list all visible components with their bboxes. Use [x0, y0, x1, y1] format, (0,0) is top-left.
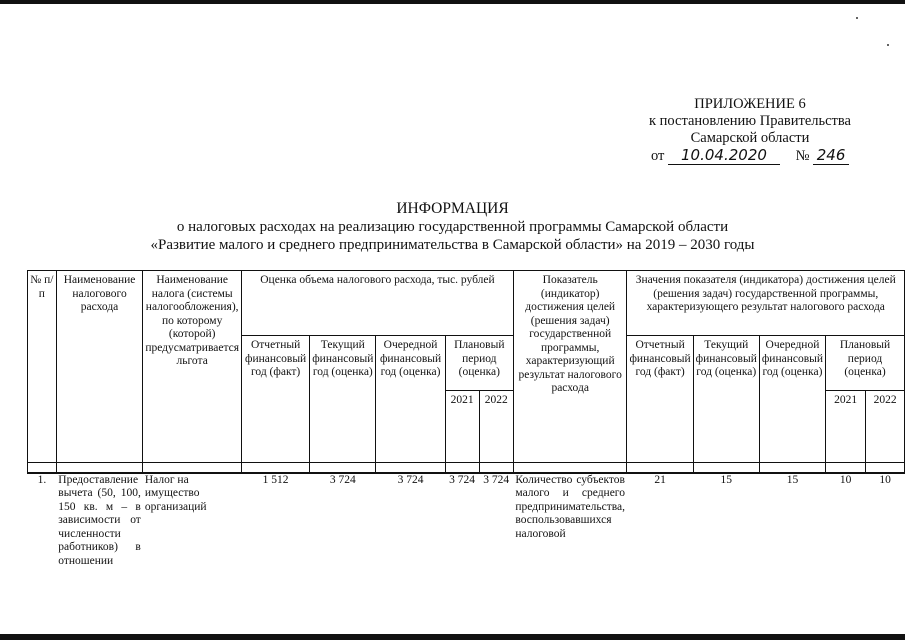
col-header-num: № п/п	[28, 271, 57, 463]
appendix-title: ПРИЛОЖЕНИЕ 6	[694, 96, 806, 112]
col-header-current-year: Текущий финансовый год (оценка)	[310, 336, 376, 463]
tax-expenses-table	[27, 270, 905, 623]
col-header-v-2021: 2021	[826, 391, 866, 463]
col-header-2022: 2022	[479, 391, 513, 463]
appendix-date-row	[600, 147, 900, 167]
cell-tax-name: Налог на имущество организаций	[143, 473, 242, 623]
title-line: о налоговых расходах на реализацию государственной программы Самарской области	[176, 219, 729, 235]
col-header-v-2022: 2022	[866, 391, 905, 463]
appendix-line: к постановлению Правительства	[649, 113, 851, 129]
cell-num: 1.	[28, 473, 57, 623]
col-header-v-current-year: Текущий финансовый год (оценка)	[693, 336, 759, 463]
cell-v-2021: 10	[826, 473, 866, 623]
document-title	[0, 200, 905, 254]
col-header-v-next-year: Очередной финансовый год (оценка)	[759, 336, 825, 463]
handwritten-date: 10.04.2020	[668, 147, 780, 165]
handwritten-number: 246	[813, 147, 849, 165]
cell-v-current: 15	[693, 473, 759, 623]
cell-2021: 3 724	[445, 473, 479, 623]
scan-speck	[887, 44, 889, 46]
cell-v-2022: 10	[866, 473, 905, 623]
cell-reporting: 1 512	[242, 473, 310, 623]
col-header-next-year: Очередной финансовый год (оценка)	[376, 336, 445, 463]
col-header-reporting-year: Отчетный финансовый год (факт)	[242, 336, 310, 463]
appendix-line: Самарской области	[690, 130, 810, 146]
col-header-v-plan-period: Плановый период (оценка)	[826, 336, 905, 391]
top-scan-border	[0, 0, 905, 4]
col-header-plan-period: Плановый период (оценка)	[445, 336, 513, 391]
col-header-expense-name: Наименование налогового расхода	[56, 271, 143, 463]
appendix-block	[600, 96, 900, 167]
cell-v-next: 15	[759, 473, 825, 623]
bottom-scan-border	[0, 634, 905, 640]
date-prefix: от	[650, 148, 665, 164]
cell-v-reporting: 21	[627, 473, 693, 623]
cell-current: 3 724	[310, 473, 376, 623]
col-header-values-group: Значения показателя (индикатора) достижения целей (решения задач) государственной программы, характеризующего результат налогового расхода	[627, 271, 905, 336]
header-gap-row	[28, 463, 905, 473]
col-header-tax-name: Наименование налога (системы налогообложения), по которому (которой) предусматривается льгота	[143, 271, 242, 463]
scan-speck	[856, 17, 858, 19]
title-line: «Развитие малого и среднего предпринимательства в Самарской области» на 2019 – 2030 годы	[150, 237, 755, 253]
col-header-volume-group: Оценка объема налогового расхода, тыс. рублей	[242, 271, 514, 336]
col-header-v-reporting-year: Отчетный финансовый год (факт)	[627, 336, 693, 463]
title-heading: ИНФОРМАЦИЯ	[396, 200, 509, 217]
cell-indicator: Количество субъектов малого и среднего предпринимательства, воспользовавшихся налоговой	[513, 473, 627, 623]
cell-expense-name: Предоставление вычета (50, 100, 150 кв. м – в зависимости от численности работников) в отношении	[56, 473, 143, 623]
col-header-2021: 2021	[445, 391, 479, 463]
cell-2022: 3 724	[479, 473, 513, 623]
cell-next: 3 724	[376, 473, 445, 623]
header-row	[28, 271, 905, 336]
number-prefix: №	[795, 148, 810, 164]
col-header-indicator: Показатель (индикатор) достижения целей (решения задач) государственной программы, характеризующий результат налогового расхода	[513, 271, 627, 463]
table-row	[28, 473, 905, 623]
